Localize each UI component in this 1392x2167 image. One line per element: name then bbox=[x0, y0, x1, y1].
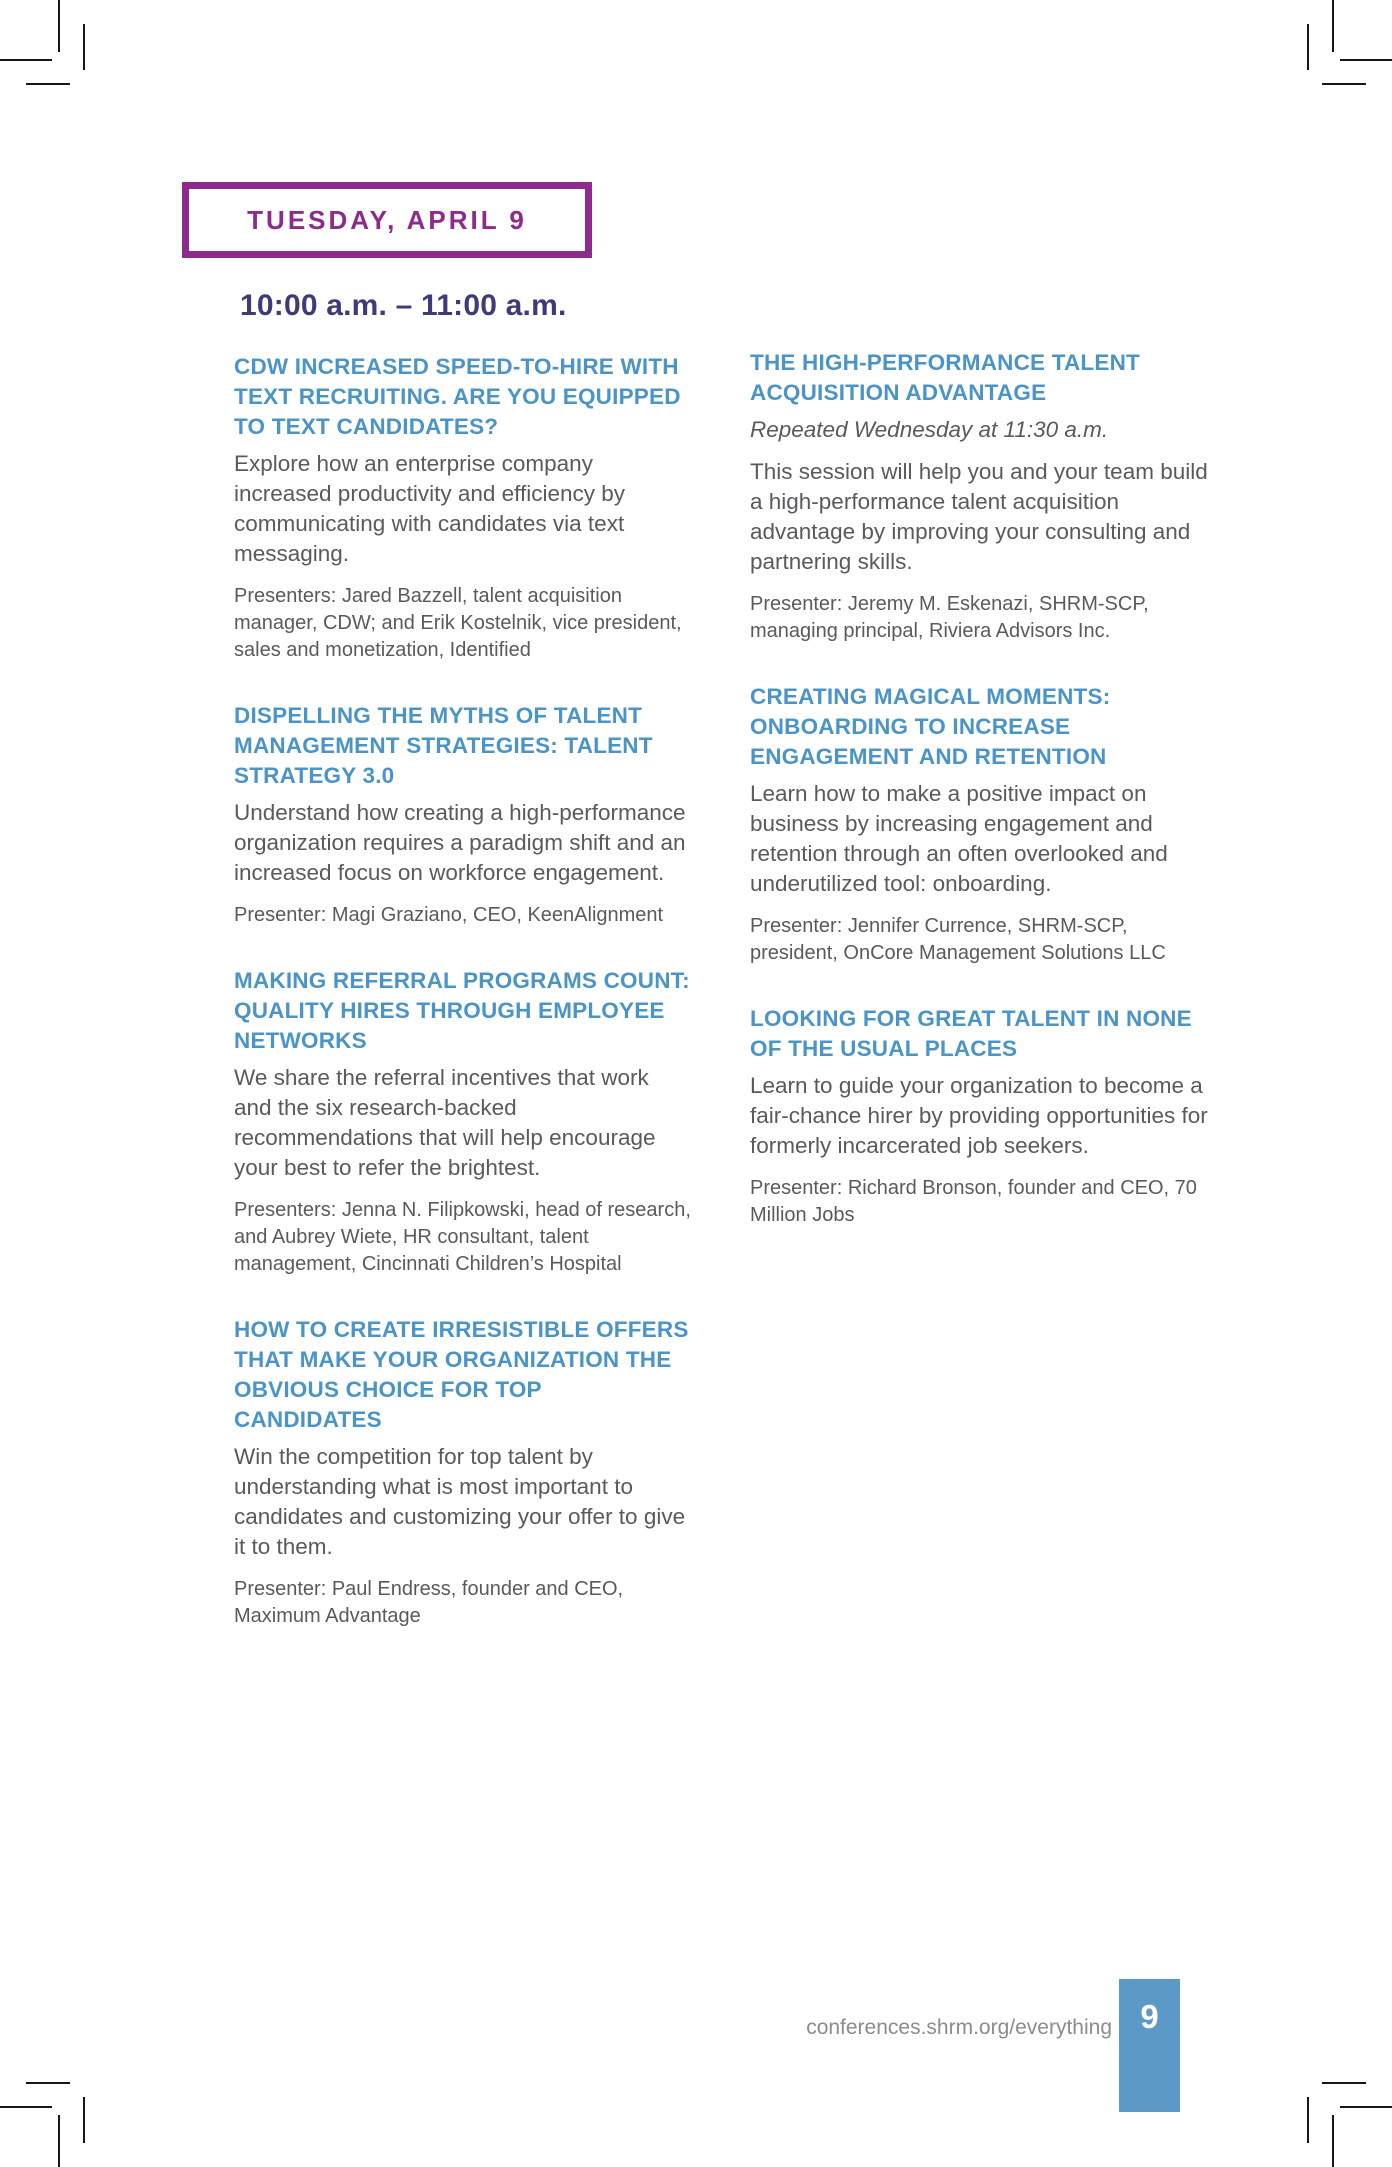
crop-mark bbox=[26, 2082, 70, 2084]
sessions-column-right bbox=[750, 348, 1208, 1266]
page-number-badge bbox=[1119, 1979, 1180, 2112]
crop-mark bbox=[1307, 2097, 1309, 2143]
session-description: Learn to guide your organization to become a fair-chance hirer by providing opportunities for formerly incarcerated job seekers. bbox=[750, 1073, 1208, 1158]
crop-mark bbox=[1332, 2115, 1334, 2167]
session-title: CREATING MAGICAL MOMENTS: ONBOARDING TO INCREASE ENGAGEMENT AND RETENTION bbox=[750, 684, 1111, 769]
session-presenters: Presenter: Richard Bronson, founder and CEO, 70 Million Jobs bbox=[750, 1177, 1197, 1226]
session-presenters: Presenter: Jennifer Currence, SHRM-SCP, president, OnCore Management Solutions LLC bbox=[750, 915, 1166, 964]
session-item bbox=[750, 682, 1208, 967]
crop-mark bbox=[0, 2106, 52, 2108]
footer-url: conferences.shrm.org/everything bbox=[806, 2016, 1112, 2039]
session-presenters: Presenter: Paul Endress, founder and CEO, Maximum Advantage bbox=[234, 1578, 624, 1627]
crop-mark bbox=[1340, 2106, 1392, 2108]
session-item bbox=[750, 348, 1208, 645]
session-item bbox=[750, 1004, 1208, 1229]
crop-mark bbox=[1340, 59, 1392, 61]
crop-mark bbox=[58, 2115, 60, 2167]
session-presenters: Presenter: Magi Graziano, CEO, KeenAlignment bbox=[234, 904, 664, 926]
crop-mark bbox=[1332, 0, 1334, 52]
session-presenters: Presenters: Jared Bazzell, talent acquisition manager, CDW; and Erik Kostelnik, vice president, sales and monetization, Identified bbox=[234, 585, 682, 661]
session-description: This session will help you and your team build a high-performance talent acquisition advantage by improving your consulting and partnering skills. bbox=[750, 459, 1208, 574]
page-number: 9 bbox=[1140, 1998, 1159, 2035]
session-description: Learn how to make a positive impact on business by increasing engagement and retention through an often overlooked and underutilized tool: onboarding. bbox=[750, 781, 1168, 896]
session-description: We share the referral incentives that work and the six research-backed recommendations that will help encourage your best to refer the brightest. bbox=[234, 1065, 656, 1180]
session-title: MAKING REFERRAL PROGRAMS COUNT: QUALITY HIRES THROUGH EMPLOYEE NETWORKS bbox=[234, 968, 690, 1053]
day-banner-label: TUESDAY, APRIL 9 bbox=[247, 204, 527, 235]
time-slot-heading: 10:00 a.m. – 11:00 a.m. bbox=[240, 289, 567, 322]
crop-mark bbox=[83, 2097, 85, 2143]
session-item bbox=[234, 701, 692, 929]
crop-mark bbox=[0, 59, 52, 61]
session-item bbox=[234, 1315, 692, 1630]
crop-mark bbox=[1322, 2082, 1366, 2084]
session-repeat-note: Repeated Wednesday at 11:30 a.m. bbox=[750, 417, 1109, 442]
session-title: HOW TO CREATE IRRESISTIBLE OFFERS THAT MAKE YOUR ORGANIZATION THE OBVIOUS CHOICE FOR TOP CANDIDATES bbox=[234, 1317, 689, 1432]
crop-mark bbox=[83, 24, 85, 70]
session-presenters: Presenters: Jenna N. Filipkowski, head of research, and Aubrey Wiete, HR consultant, talent management, Cincinnati Children’s Hospital bbox=[234, 1199, 691, 1275]
session-title: LOOKING FOR GREAT TALENT IN NONE OF THE USUAL PLACES bbox=[750, 1006, 1192, 1061]
crop-mark bbox=[58, 0, 60, 52]
session-presenters: Presenter: Jeremy M. Eskenazi, SHRM-SCP, managing principal, Riviera Advisors Inc. bbox=[750, 593, 1149, 642]
session-title: CDW INCREASED SPEED-TO-HIRE WITH TEXT RECRUITING. ARE YOU EQUIPPED TO TEXT CANDIDATES? bbox=[234, 354, 681, 439]
session-description: Explore how an enterprise company increased productivity and efficiency by communicating with candidates via text messaging. bbox=[234, 451, 626, 566]
session-title: DISPELLING THE MYTHS OF TALENT MANAGEMENT STRATEGIES: TALENT STRATEGY 3.0 bbox=[234, 703, 653, 788]
sessions-column-left bbox=[234, 352, 692, 1667]
crop-mark bbox=[1322, 83, 1366, 85]
session-description: Understand how creating a high-performance organization requires a paradigm shift and an increased focus on workforce engagement. bbox=[234, 800, 686, 885]
session-item bbox=[234, 352, 692, 664]
crop-mark bbox=[1307, 24, 1309, 70]
session-title: THE HIGH-PERFORMANCE TALENT ACQUISITION ADVANTAGE bbox=[750, 350, 1140, 405]
day-banner bbox=[182, 182, 592, 258]
crop-mark bbox=[26, 83, 70, 85]
session-item bbox=[234, 966, 692, 1278]
session-description: Win the competition for top talent by understanding what is most important to candidates and customizing your offer to give it to them. bbox=[234, 1444, 686, 1559]
